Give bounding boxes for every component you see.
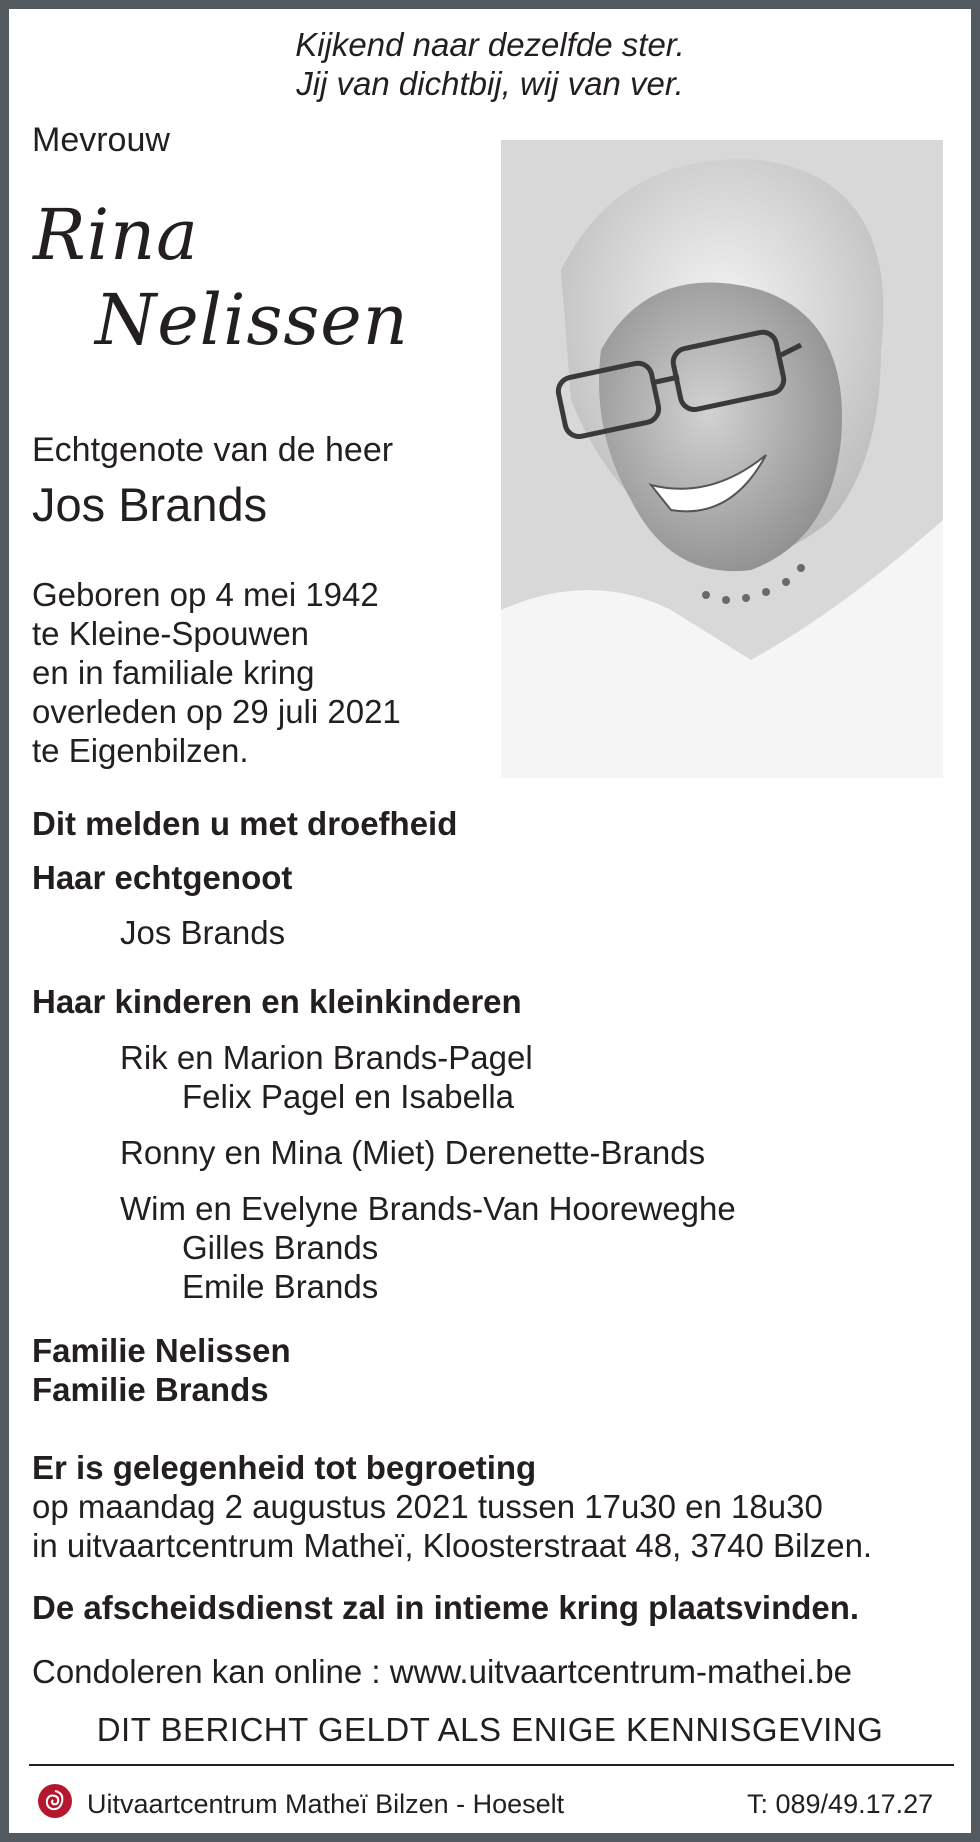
bio-line: overleden op 29 juli 2021 xyxy=(32,693,401,730)
grandchild: Gilles Brands xyxy=(182,1229,379,1266)
bio-line: te Eigenbilzen. xyxy=(32,732,249,769)
grandchild: Felix Pagel en Isabella xyxy=(182,1078,515,1115)
husband-name: Jos Brands xyxy=(120,914,286,951)
obituary-notice xyxy=(9,9,971,1833)
service-note: De afscheidsdienst zal in intieme kring plaatsvinden. xyxy=(32,1589,860,1626)
footer-company: Uitvaartcentrum Matheï Bilzen - Hoeselt xyxy=(87,1789,565,1819)
family-line: Familie Nelissen xyxy=(32,1332,291,1369)
visitation-line: op maandag 2 augustus 2021 tussen 17u30 en 18u30 xyxy=(32,1488,823,1525)
portrait-photo xyxy=(501,140,943,778)
family-line: Familie Brands xyxy=(32,1371,269,1408)
visitation-line: in uitvaartcentrum Matheï, Kloosterstraat 48, 3740 Bilzen. xyxy=(32,1527,873,1564)
spouse-intro: Echtgenote van de heer xyxy=(32,431,394,469)
grandchild: Emile Brands xyxy=(182,1268,379,1305)
visitation xyxy=(32,1448,872,1565)
condolence-line: Condoleren kan online : www.uitvaartcentrum-mathei.be xyxy=(32,1653,852,1690)
bio-line: te Kleine-Spouwen xyxy=(32,615,310,652)
child-family: Wim en Evelyne Brands-Van Hooreweghe xyxy=(120,1190,736,1227)
bio xyxy=(32,575,401,770)
children-header: Haar kinderen en kleinkinderen xyxy=(32,983,522,1020)
first-name: Rina xyxy=(33,194,199,276)
footer-divider xyxy=(29,1764,954,1766)
spouse-name: Jos Brands xyxy=(32,478,268,531)
portrait-photo-illustration xyxy=(501,140,943,778)
quote-line: Jij van dichtbij, wij van ver. xyxy=(296,65,684,102)
quote xyxy=(9,25,971,103)
child-family: Ronny en Mina (Miet) Derenette-Brands xyxy=(120,1134,706,1171)
quote-line: Kijkend naar dezelfde ster. xyxy=(295,26,685,63)
last-name: Nelissen xyxy=(95,279,409,361)
honorific: Mevrouw xyxy=(32,121,170,159)
visitation-line: Er is gelegenheid tot begroeting xyxy=(32,1449,537,1486)
bio-line: Geboren op 4 mei 1942 xyxy=(32,576,379,613)
bio-line: en in familiale kring xyxy=(32,654,315,691)
footer-phone: T: 089/49.17.27 xyxy=(747,1789,934,1819)
notice: DIT BERICHT GELDT ALS ENIGE KENNISGEVING xyxy=(96,1711,884,1748)
rose-icon xyxy=(37,1783,73,1819)
husband-header: Haar echtgenoot xyxy=(32,859,293,896)
families xyxy=(32,1331,291,1409)
child-family: Rik en Marion Brands-Pagel xyxy=(120,1039,533,1076)
announcement: Dit melden u met droefheid xyxy=(32,805,458,842)
